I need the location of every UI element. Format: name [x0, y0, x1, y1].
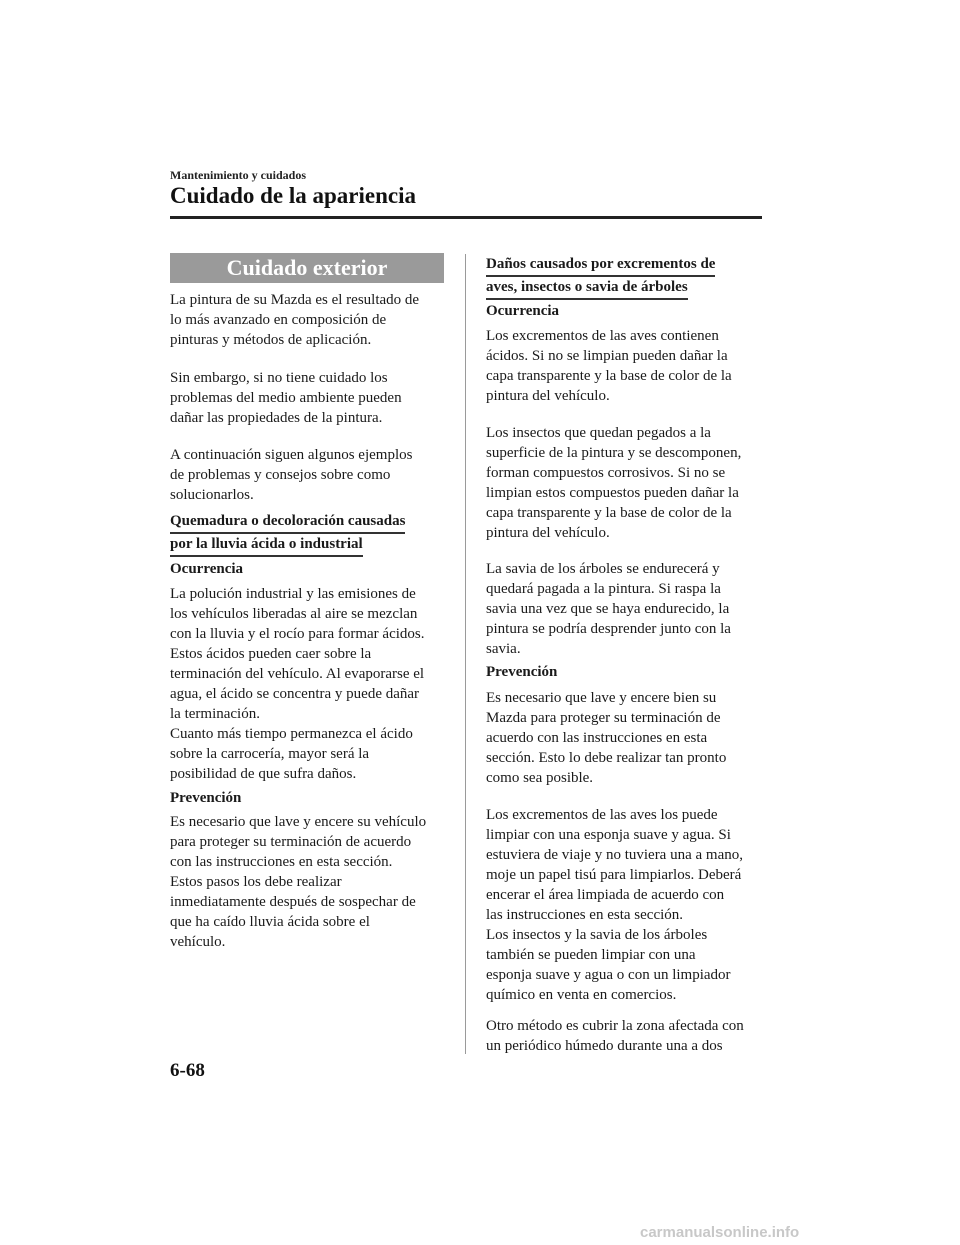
- section-banner: Cuidado exterior: [170, 253, 444, 283]
- section-header-label: Mantenimiento y cuidados: [170, 168, 307, 182]
- prevention-paragraph-3: Otro método es cubrir la zona afectada con un periódico húmedo durante una a dos: [486, 1018, 744, 1054]
- occurrence-paragraph-1: Los excrementos de las aves contienen ácidos. Si no se limpian pueden dañar la capa transparente y la base de color de la pintura del vehículo.: [486, 328, 732, 404]
- page-number: 6-68: [170, 1060, 205, 1081]
- occurrence-label: Ocurrencia: [170, 561, 244, 577]
- prevention-paragraph-1: Es necesario que lave y encere bien su Mazda para proteger su terminación de acuerdo con las instrucciones en esta sección. Esto lo debe realizar tan pronto como sea posible.: [486, 690, 727, 786]
- intro-paragraph-3: A continuación siguen algunos ejemplos de problemas y consejos sobre como solucionarlos.: [170, 447, 413, 503]
- occurrence-paragraph-2: Los insectos que quedan pegados a la superficie de la pintura y se descomponen, forman compuestos corrosivos. Si no se limpian estos compuestos pueden dañar la capa transparente y la base de color de la pintura del vehículo.: [486, 425, 742, 541]
- intro-paragraph-1: La pintura de su Mazda es el resultado de lo más avanzado en composición de pinturas y métodos de aplicación.: [170, 292, 420, 348]
- prevention-label: Prevención: [170, 790, 242, 806]
- occurrence-label: Ocurrencia: [486, 303, 560, 319]
- watermark: carmanualsonline.info: [640, 1224, 800, 1241]
- prevention-paragraph: Es necesario que lave y encere su vehículo para proteger su terminación de acuerdo con las instrucciones en esta sección. Estos pasos los debe realizar inmediatamente después de sospechar de que ha caído lluvia ácida sobre el vehículo.: [170, 814, 427, 950]
- column-divider: [465, 254, 466, 1054]
- header-rule: [170, 216, 762, 219]
- prevention-paragraph-2: Los excrementos de las aves los puede limpiar con una esponja suave y agua. Si estuviera de viaje y no tuviera una a mano, moje un papel tisú para limpiarlos. Deberá encerar el área limpiada de acuerdo con las instrucciones en esta sección. Los insectos y la savia de los árboles también se pueden limpiar con una esponja suave y agua o con un limpiador químico en venta en comercios.: [486, 807, 743, 1003]
- subheading-acid-rain: Quemadura o decoloración causadas por la lluvia ácida o industrial: [170, 511, 405, 557]
- subheading-bird-droppings: Daños causados por excrementos de aves, insectos o savia de árboles: [486, 254, 715, 300]
- intro-paragraph-2: Sin embargo, si no tiene cuidado los problemas del medio ambiente pueden dañar las propiedades de la pintura.: [170, 370, 402, 426]
- occurrence-paragraph-3: La savia de los árboles se endurecerá y quedará pagada a la pintura. Si raspa la savia una vez que se haya endurecido, la pintura se podría desprender junto con la savia.: [486, 561, 731, 657]
- prevention-label: Prevención: [486, 664, 558, 680]
- occurrence-paragraph: La polución industrial y las emisiones de los vehículos liberadas al aire se mezclan con la lluvia y el rocío para formar ácidos. Estos ácidos pueden caer sobre la terminación del vehículo. Al evaporarse el agua, el ácido se concentra y puede dañar la terminación. Cuanto más tiempo permanezca el ácido sobre la carrocería, mayor será la posibilidad de que sufra daños.: [170, 586, 425, 782]
- page-title: Cuidado de la apariencia: [170, 183, 417, 208]
